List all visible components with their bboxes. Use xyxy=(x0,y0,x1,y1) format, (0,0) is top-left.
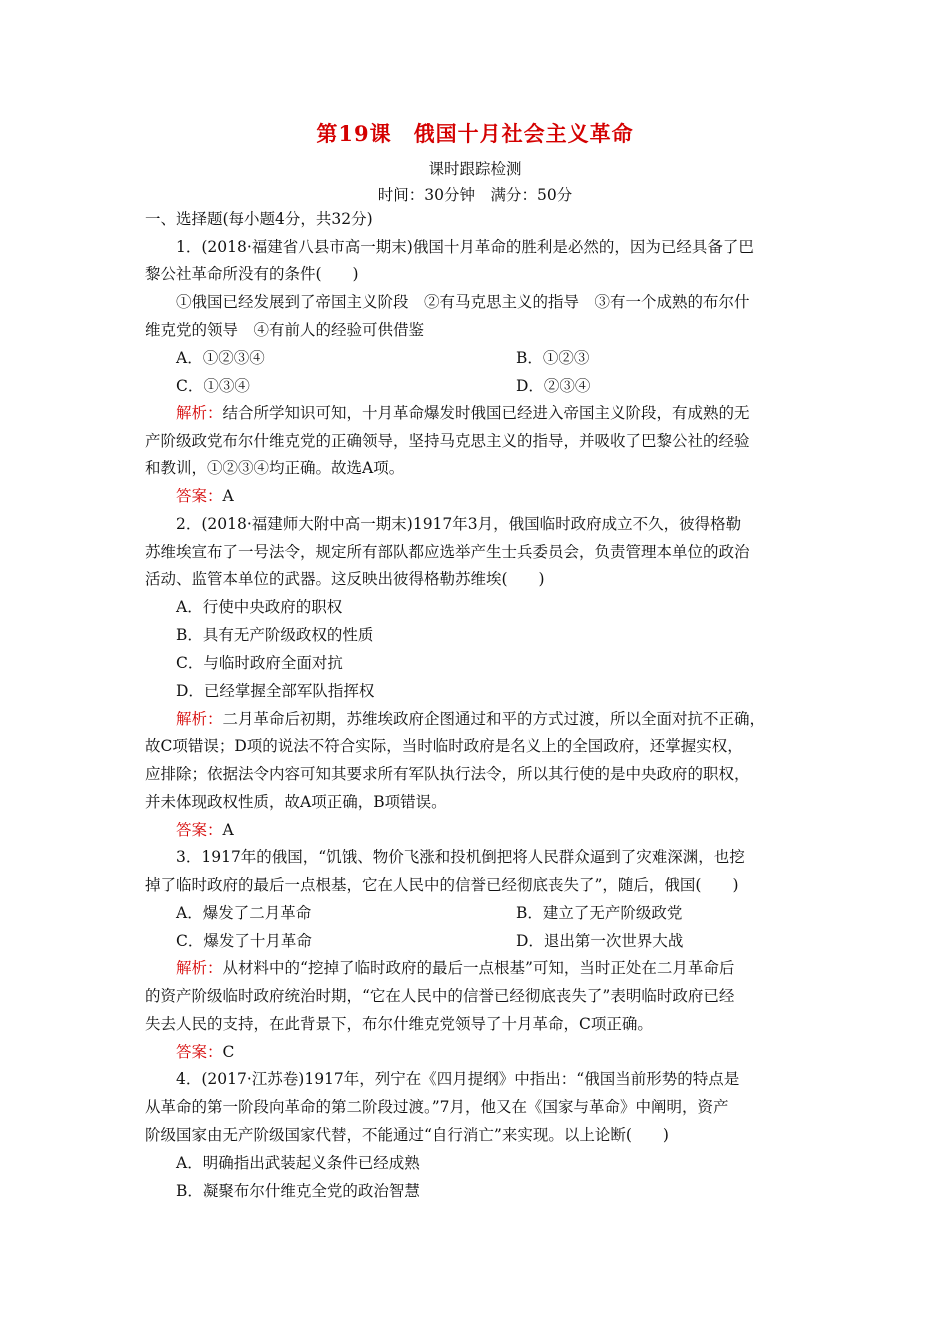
q3-option-b: B．建立了无产阶级政党 xyxy=(516,904,683,922)
analysis-label: 解析： xyxy=(176,710,223,728)
q4-option-b: B．凝聚布尔什维克全党的政治智慧 xyxy=(176,1182,420,1200)
q3-option-a: A．爆发了二月革命 xyxy=(176,904,312,922)
q3-answer: 答案：C xyxy=(176,1043,235,1061)
q4-option-a: A．明确指出武装起义条件已经成熟 xyxy=(176,1154,420,1172)
q4-stem-line: 从革命的第一阶段向革命的第二阶段过渡。”7月，他又在《国家与革命》中阐明，资产 xyxy=(145,1098,729,1116)
q1-analysis-line: 产阶级政党布尔什维克党的正确领导，坚持马克思主义的指导，并吸收了巴黎公社的经验 xyxy=(145,432,750,450)
q3-stem-line: 掉了临时政府的最后一点根基，它在人民中的信誉已经彻底丧失了”，随后，俄国( ) xyxy=(145,876,739,894)
q1-items-line: 维克党的领导 ④有前人的经验可供借鉴 xyxy=(145,321,425,339)
q1-option-b: B．①②③ xyxy=(516,349,590,367)
q4-stem-line: 阶级国家由无产阶级国家代替，不能通过“自行消亡”来实现。以上论断( ) xyxy=(145,1126,669,1144)
q2-analysis-line: 并未体现政权性质，故A项正确，B项错误。 xyxy=(145,793,447,811)
exam-meta: 时间：30分钟 满分：50分 xyxy=(377,186,573,204)
q1-option-c: C．①③④ xyxy=(176,377,250,395)
q4-stem-line: 4．(2017·江苏卷)1917年，列宁在《四月提纲》中指出：“俄国当前形势的特点是 xyxy=(176,1070,740,1088)
analysis-label: 解析： xyxy=(176,959,223,977)
q2-analysis-line: 应排除；依据法令内容可知其要求所有军队执行法令，所以其行使的是中央政府的职权， xyxy=(145,765,750,783)
q2-analysis-line: 解析：二月革命后初期，苏维埃政府企图通过和平的方式过渡，所以全面对抗不正确， xyxy=(176,710,766,728)
answer-label: 答案： xyxy=(176,1043,223,1061)
subtitle: 课时跟踪检测 xyxy=(428,160,522,178)
section-heading: 一、选择题(每小题4分，共32分) xyxy=(145,210,373,228)
q1-answer: 答案：A xyxy=(176,487,234,505)
page-title xyxy=(0,118,950,148)
q2-stem-line: 苏维埃宣布了一号法令，规定所有部队都应选举产生士兵委员会，负责管理本单位的政治 xyxy=(145,543,750,561)
q3-analysis-line: 失去人民的支持，在此背景下，布尔什维克党领导了十月革命，C项正确。 xyxy=(145,1015,653,1033)
q2-option-b: B．具有无产阶级政权的性质 xyxy=(176,626,374,644)
analysis-label: 解析： xyxy=(176,404,223,422)
q1-stem-line: 1．(2018·福建省八县市高一期末)俄国十月革命的胜利是必然的，因为已经具备了巴 xyxy=(176,238,754,256)
q3-option-c: C．爆发了十月革命 xyxy=(176,932,312,950)
q3-option-d: D．退出第一次世界大战 xyxy=(516,932,684,950)
q3-analysis-line: 解析：从材料中的“挖掉了临时政府的最后一点根基”可知，当时正处在二月革命后 xyxy=(176,959,735,977)
q2-option-a: A．行使中央政府的职权 xyxy=(176,598,343,616)
q2-option-c: C．与临时政府全面对抗 xyxy=(176,654,343,672)
q3-analysis-line: 的资产阶级临时政府统治时期，“它在人民中的信誉已经彻底丧失了”表明临时政府已经 xyxy=(145,987,735,1005)
q2-stem-line: 2．(2018·福建师大附中高一期末)1917年3月，俄国临时政府成立不久，彼得格勒 xyxy=(176,515,742,533)
answer-label: 答案： xyxy=(176,821,223,839)
q1-option-d: D．②③④ xyxy=(516,377,591,395)
q2-stem-line: 活动、监管本单位的武器。这反映出彼得格勒苏维埃( ) xyxy=(145,570,545,588)
q2-answer: 答案：A xyxy=(176,821,234,839)
q1-stem-line: 黎公社革命所没有的条件( ) xyxy=(145,265,359,283)
q1-analysis-line: 解析：结合所学知识可知，十月革命爆发时俄国已经进入帝国主义阶段，有成熟的无 xyxy=(176,404,750,422)
q2-option-d: D．已经掌握全部军队指挥权 xyxy=(176,682,375,700)
q2-analysis-line: 故C项错误；D项的说法不符合实际，当时临时政府是名义上的全国政府，还掌握实权， xyxy=(145,737,743,755)
lesson-name: 俄国十月社会主义革命 xyxy=(413,121,634,146)
lesson-number: 第19课 xyxy=(316,121,392,146)
q1-items-line: ①俄国已经发展到了帝国主义阶段 ②有马克思主义的指导 ③有一个成熟的布尔什 xyxy=(176,293,750,311)
q1-option-a: A．①②③④ xyxy=(176,349,265,367)
answer-label: 答案： xyxy=(176,487,223,505)
q3-stem-line: 3．1917年的俄国，“饥饿、物价飞涨和投机倒把将人民群众逼到了灾难深渊，也挖 xyxy=(176,848,745,866)
q1-analysis-line: 和教训，①②③④均正确。故选A项。 xyxy=(145,459,405,477)
